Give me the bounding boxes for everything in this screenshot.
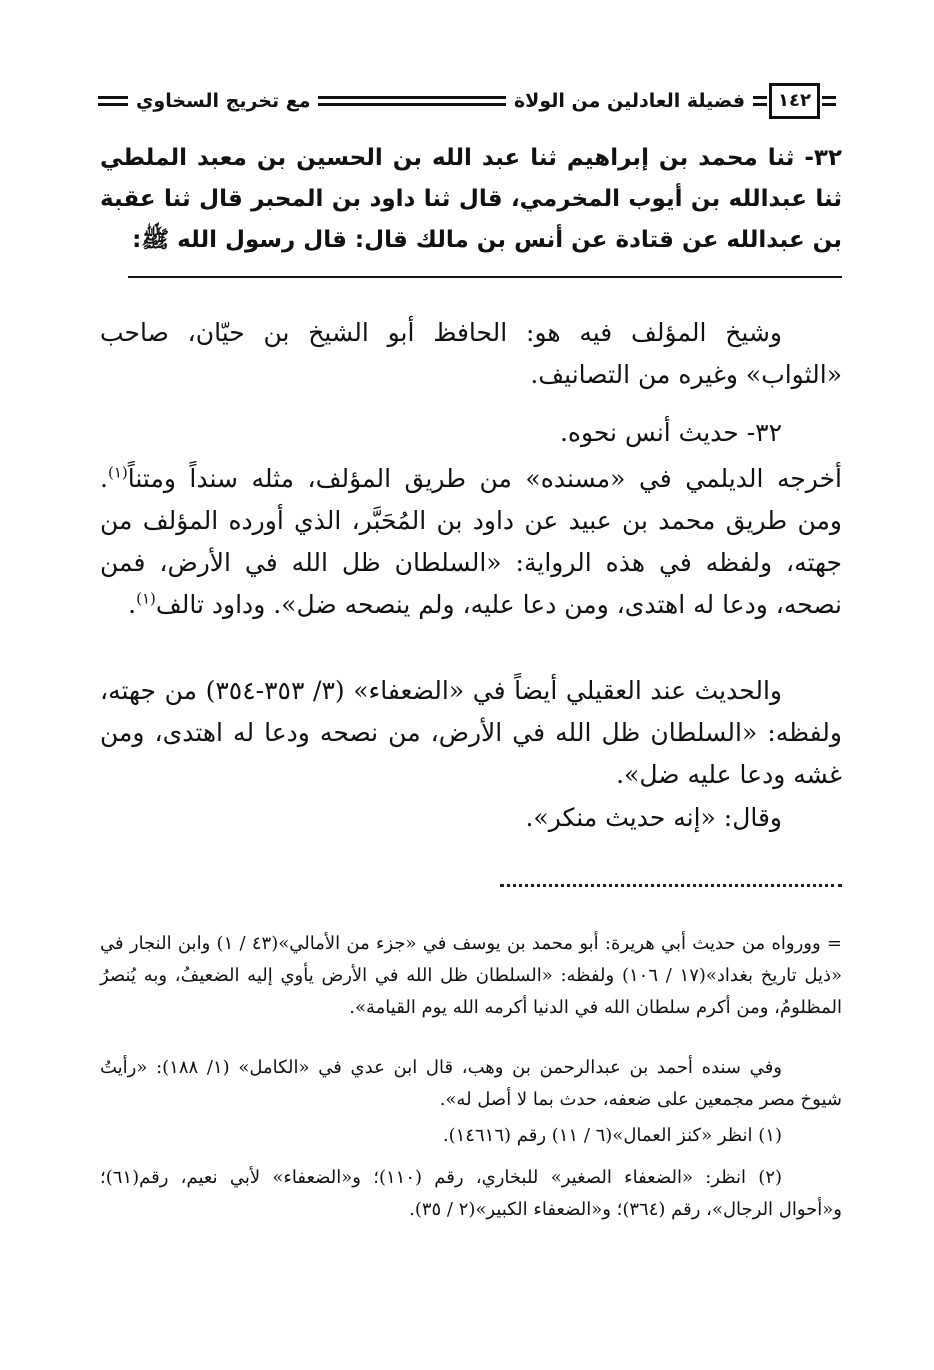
section-divider (128, 276, 842, 278)
running-header (98, 80, 836, 122)
footnote-ref[interactable]: (١) (107, 463, 128, 482)
commentary-paragraph: والحديث عند العقيلي أيضاً في «الضعفاء» (٣/ ٣٥٣-٣٥٤) من جهته، ولفظه: «السلطان ظل الله في الأرض، من نصحه ودعا له اهتدى، ومن غشه ودعا عليه ضل». (100, 676, 842, 789)
footnote-1: (١) انظر «كنز العمال»(٦ / ١١) رقم (١٤٦١٦). (442, 1125, 782, 1146)
header-subtitle: مع تخريج السخاوي (136, 90, 311, 112)
header-rule (318, 96, 505, 106)
header-rule (753, 96, 767, 106)
text-run: أخرجه الديلمي في «مسنده» من طريق المؤلف، مثله سنداً ومتناً (127, 464, 842, 493)
commentary-paragraph: وشيخ المؤلف فيه هو: الحافظ أبو الشيخ بن حيّان، صاحب «الثواب» وغيره من التصانيف. (100, 318, 842, 389)
book-title: فضيلة العادلين من الولاة (513, 90, 746, 112)
footnote-continuation: وفي سنده أحمد بن عبدالرحمن بن وهب، قال ابن عدي في «الكامل» (١/ ١٨٨): «رأيتُ شيوخ مصر مجمعين على ضعفه، حدث بما لا أصل له». (100, 1057, 842, 1110)
footnote-separator (500, 884, 842, 893)
hadith-text: ٣٢- ثنا محمد بن إبراهيم ثنا عبد الله بن الحسين بن معبد الملطي ثنا عبدالله بن أيوب المخرمي، قال ثنا داود بن المحبر قال ثنا عقبة بن عبدالله عن قتادة عن أنس بن مالك قال: قال رسول الله ﷺ: (100, 145, 842, 253)
commentary-paragraph: وقال: «إنه حديث منكر». (525, 803, 782, 832)
page-number: ١٤٢ (769, 83, 820, 119)
header-rule (98, 96, 128, 106)
footnote-ref[interactable]: (١) (136, 589, 156, 608)
text-run: . ومن طريق محمد بن عبيد عن داود بن المُحَبَّر، الذي أورده المؤلف من جهته، ولفظه في هذه الرواية: «السلطان ظل الله في الأرض، فمن نصحه، ودعا له اهتدى، ومن دعا عليه، ولم ينصحه ضل». وداود تالف (100, 464, 842, 619)
commentary-heading: ٣٢- حديث أنس نحوه. (559, 418, 782, 447)
header-rule (822, 96, 836, 106)
text-run: . (128, 590, 137, 619)
footnote-2: (٢) انظر: «الضعفاء الصغير» للبخاري، رقم (١١٠)؛ و«الضعفاء» لأبي نعيم، رقم(٦١)؛ و«أحوال الرجال»، رقم (٣٦٤)؛ و«الضعفاء الكبير»(٢ / ٣٥). (100, 1167, 842, 1220)
footnote-continuation: = وورواه من حديث أبي هريرة: أبو محمد بن يوسف في «جزء من الأمالي»(٤٣ / ١) وابن النجار في «ذيل تاريخ بغداد»(١٧ / ١٠٦) ولفظه: «السلطان ظل الله في الأرض يأوي إليه الضعيفُ، وبه يُنصرُ المظلومُ، ومن أكرم سلطان الله في الدنيا أكرمه الله يوم القيامة». (100, 933, 843, 1018)
commentary-paragraph (100, 458, 842, 626)
